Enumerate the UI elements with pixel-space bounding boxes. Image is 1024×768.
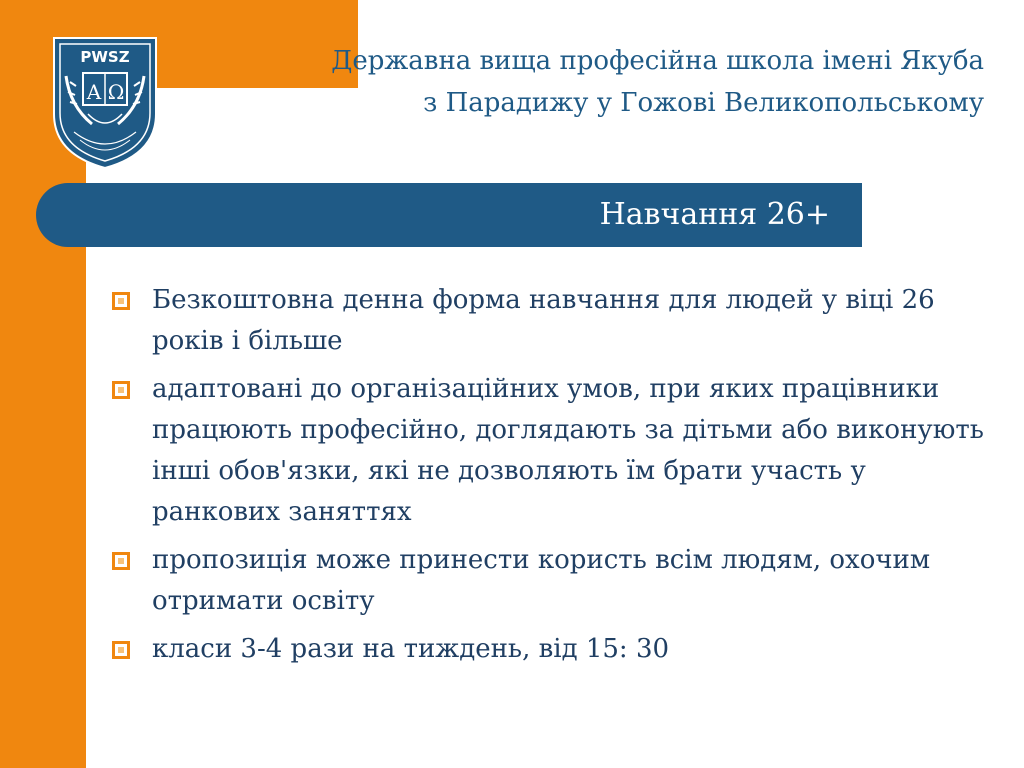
bullet-text: Безкоштовна денна форма навчання для людей у віці 26 років і більше: [152, 285, 935, 356]
bullet-item: [112, 540, 992, 622]
square-bullet-icon: [112, 381, 130, 399]
institution-name: [264, 40, 984, 124]
bullet-text: адаптовані до організаційних умов, при яких працівники працюють професійно, доглядають за дітьми або виконують інші обов'язки, які не дозволяють їм брати участь у ранкових заняттях: [152, 374, 984, 527]
institution-name-line-1: Державна вища професійна школа імені Якуба: [331, 46, 984, 76]
slide-title-bar: [36, 183, 862, 247]
logo-alpha: A: [86, 80, 102, 104]
bullet-text: класи 3-4 рази на тиждень, від 15: 30: [152, 634, 670, 664]
bullet-item: [112, 280, 992, 362]
pwsz-shield-logo-icon: [52, 36, 158, 170]
logo-abbr: PWSZ: [80, 48, 130, 66]
slide-title: Навчання 26+: [599, 197, 830, 232]
bullet-item: [112, 629, 992, 670]
square-bullet-icon: [112, 552, 130, 570]
logo-omega: Ω: [107, 80, 125, 104]
square-bullet-icon: [112, 641, 130, 659]
bullet-text: пропозиція може принести користь всім людям, охочим отримати освіту: [152, 545, 931, 616]
square-bullet-icon: [112, 292, 130, 310]
institution-name-line-2: з Парадижу у Гожові Великопольському: [423, 88, 984, 118]
bullet-list: [112, 280, 992, 677]
bullet-item: [112, 369, 992, 533]
